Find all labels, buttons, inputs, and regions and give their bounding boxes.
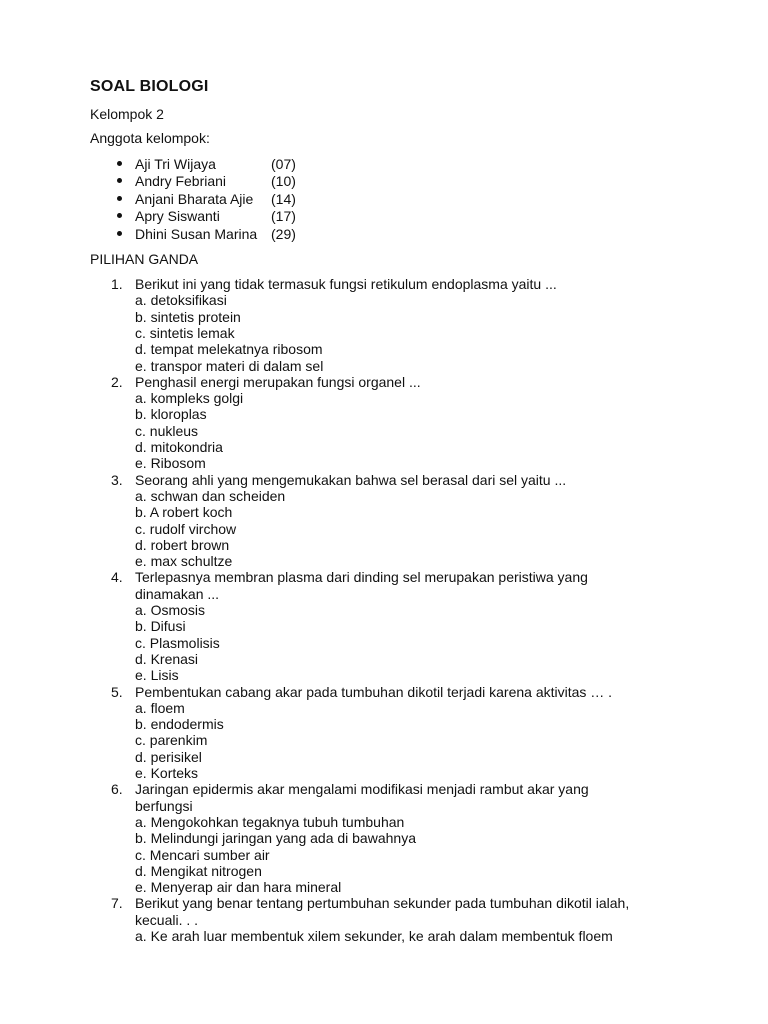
member-name: Andry Febriani xyxy=(135,173,227,190)
bullet-icon xyxy=(117,178,122,183)
question-number: 7. xyxy=(111,895,123,912)
member-number: (10) xyxy=(271,173,296,190)
question-text: berfungsi xyxy=(135,797,193,814)
answer-option: d. Mengikat nitrogen xyxy=(135,862,262,879)
member-number: (17) xyxy=(271,208,296,225)
answer-option: c. parenkim xyxy=(135,732,208,749)
bullet-icon xyxy=(117,196,122,201)
answer-option: c. Mencari sumber air xyxy=(135,846,270,863)
question-number: 1. xyxy=(111,276,123,292)
question-text: Penghasil energi merupakan fungsi organel ... xyxy=(135,373,421,390)
answer-option: e. Korteks xyxy=(135,765,199,781)
answer-option: d. robert brown xyxy=(135,536,230,553)
group-name: Kelompok 2 xyxy=(90,106,164,122)
answer-option: e. Ribosom xyxy=(135,455,206,472)
question-text: Jaringan epidermis akar mengalami modifikasi menjadi rambut akar yang xyxy=(135,781,589,798)
question-number: 6. xyxy=(111,781,123,798)
answer-option: d. mitokondria xyxy=(135,439,223,455)
question-text: Berikut ini yang tidak termasuk fungsi retikulum endoplasma yaitu ... xyxy=(135,276,557,292)
answer-option: c. nukleus xyxy=(135,422,199,439)
bullet-icon xyxy=(117,213,122,218)
answer-option: a. detoksifikasi xyxy=(135,292,227,309)
answer-option: e. Menyerap air dan hara mineral xyxy=(135,879,342,896)
answer-option: b. sintetis protein xyxy=(135,308,241,325)
question-text: Berikut yang benar tentang pertumbuhan sekunder pada tumbuhan dikotil ialah, xyxy=(135,895,630,912)
question-text: kecuali. . . xyxy=(135,911,199,928)
member-number: (14) xyxy=(271,190,296,207)
bullet-icon xyxy=(117,231,122,236)
member-number: (07) xyxy=(271,156,296,172)
members-label: Anggota kelompok: xyxy=(90,130,210,146)
question-text: Terlepasnya membran plasma dari dinding sel merupakan peristiwa yang xyxy=(135,569,588,586)
answer-option: a. Osmosis xyxy=(135,602,206,618)
answer-option: d. tempat melekatnya ribosom xyxy=(135,341,323,358)
question-number: 2. xyxy=(111,373,123,390)
answer-option: c. Plasmolisis xyxy=(135,634,220,651)
answer-option: b. A robert koch xyxy=(135,504,233,521)
answer-option: b. endodermis xyxy=(135,716,224,733)
section-label: PILIHAN GANDA xyxy=(90,251,199,267)
answer-option: a. Mengokohkan tegaknya tubuh tumbuhan xyxy=(135,813,405,830)
answer-option: e. Lisis xyxy=(135,667,179,684)
question-text: Seorang ahli yang mengemukakan bahwa sel berasal dari sel yaitu ... xyxy=(135,471,567,488)
question-number: 5. xyxy=(111,683,123,700)
question-number: 3. xyxy=(111,471,123,488)
member-name: Apry Siswanti xyxy=(135,208,220,225)
answer-option: a. kompleks golgi xyxy=(135,390,244,407)
question-text: Pembentukan cabang akar pada tumbuhan dikotil terjadi karena aktivitas … . xyxy=(135,683,613,700)
member-name: Aji Tri Wijaya xyxy=(135,156,216,172)
question-text: dinamakan ... xyxy=(135,585,220,602)
answer-option: a. Ke arah luar membentuk xilem sekunder, ke arah dalam membentuk floem xyxy=(135,928,613,944)
answer-option: b. Melindungi jaringan yang ada di bawahnya xyxy=(135,830,416,847)
answer-option: b. Difusi xyxy=(135,618,186,635)
answer-option: d. Krenasi xyxy=(135,650,199,667)
answer-option: a. schwan dan scheiden xyxy=(135,487,286,504)
member-name: Anjani Bharata Ajie xyxy=(135,190,254,207)
member-name: Dhini Susan Marina xyxy=(135,225,258,242)
answer-option: e. max schultze xyxy=(135,553,233,570)
answer-option: b. kloroplas xyxy=(135,406,207,423)
question-number: 4. xyxy=(111,569,123,586)
answer-option: e. transpor materi di dalam sel xyxy=(135,357,324,374)
document-title: SOAL BIOLOGI xyxy=(90,78,209,95)
member-number: (29) xyxy=(271,225,296,242)
answer-option: c. sintetis lemak xyxy=(135,324,235,341)
bullet-icon xyxy=(117,161,122,166)
answer-option: d. perisikel xyxy=(135,748,202,765)
answer-option: c. rudolf virchow xyxy=(135,520,237,537)
answer-option: a. floem xyxy=(135,699,185,716)
